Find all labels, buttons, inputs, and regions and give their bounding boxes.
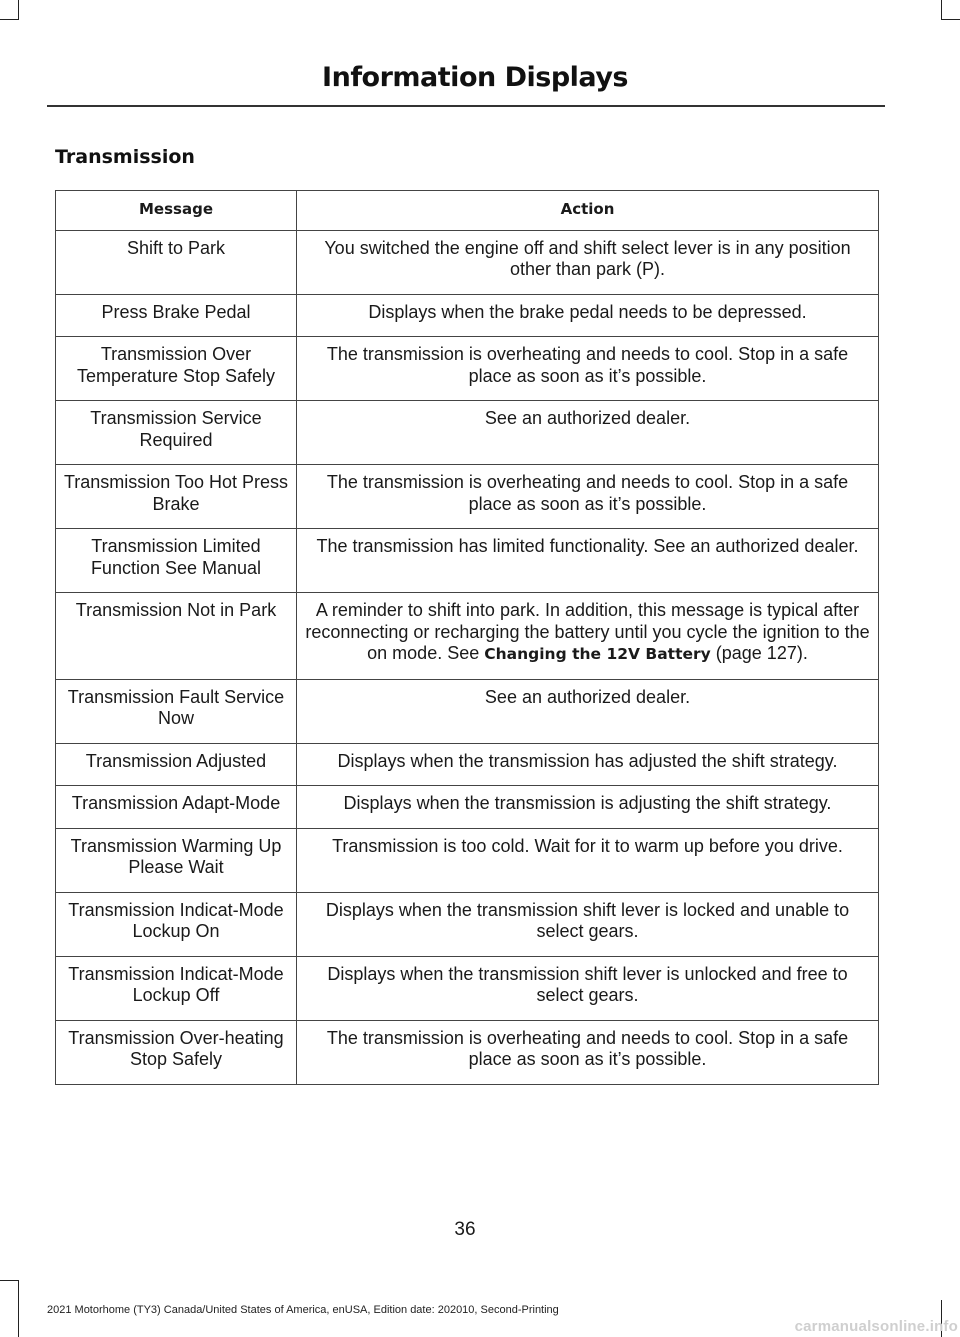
crop-mark-top-right-h	[941, 19, 960, 20]
message-cell: Transmission Adjusted	[56, 743, 297, 786]
action-cell: Displays when the transmission has adjusted the shift strategy.	[297, 743, 879, 786]
messages-table	[55, 190, 879, 1085]
header-rule	[47, 105, 885, 107]
crop-mark-bottom-left-h	[0, 1280, 19, 1281]
action-cell: Displays when the transmission is adjusting the shift strategy.	[297, 786, 879, 829]
action-cell: See an authorized dealer.	[297, 679, 879, 743]
message-cell: Transmission Over-heating Stop Safely	[56, 1020, 297, 1084]
table-row	[56, 956, 879, 1020]
table-row	[56, 230, 879, 294]
message-cell: Press Brake Pedal	[56, 294, 297, 337]
section-title: Transmission	[55, 146, 195, 168]
message-cell: Transmission Warming Up Please Wait	[56, 828, 297, 892]
action-cell: Displays when the transmission shift lever is locked and unable to select gears.	[297, 892, 879, 956]
action-cell: The transmission is overheating and needs to cool. Stop in a safe place as soon as it’s possible.	[297, 337, 879, 401]
crop-mark-top-left-h	[0, 19, 19, 20]
cross-reference-link[interactable]: Changing the 12V Battery	[484, 645, 711, 663]
watermark-text: carmanualsonline.info	[794, 1318, 958, 1335]
action-cell: Displays when the brake pedal needs to be depressed.	[297, 294, 879, 337]
action-cell: The transmission is overheating and needs to cool. Stop in a safe place as soon as it’s possible.	[297, 465, 879, 529]
action-cell: See an authorized dealer.	[297, 401, 879, 465]
table-row	[56, 465, 879, 529]
action-cell	[297, 593, 879, 680]
table-header-row	[56, 191, 879, 231]
message-cell: Transmission Indicat-Mode Lockup Off	[56, 956, 297, 1020]
message-cell: Shift to Park	[56, 230, 297, 294]
table-row	[56, 294, 879, 337]
page-number: 36	[454, 1219, 476, 1240]
message-cell: Transmission Fault Service Now	[56, 679, 297, 743]
message-cell: Transmission Too Hot Press Brake	[56, 465, 297, 529]
table-row	[56, 1020, 879, 1084]
table-row	[56, 401, 879, 465]
message-cell: Transmission Indicat-Mode Lockup On	[56, 892, 297, 956]
table-row	[56, 593, 879, 680]
message-cell: Transmission Not in Park	[56, 593, 297, 680]
action-cell: Displays when the transmission shift lever is unlocked and free to select gears.	[297, 956, 879, 1020]
table-row	[56, 529, 879, 593]
table-row	[56, 679, 879, 743]
table-row	[56, 786, 879, 829]
edition-footer: 2021 Motorhome (TY3) Canada/United States of America, enUSA, Edition date: 202010, Second-Printing	[47, 1304, 559, 1316]
page-reference: (page 127).	[710, 643, 808, 663]
table-row	[56, 892, 879, 956]
table-row	[56, 743, 879, 786]
message-cell: Transmission Adapt-Mode	[56, 786, 297, 829]
page-header-title: Information Displays	[322, 62, 628, 93]
action-cell: The transmission is overheating and needs to cool. Stop in a safe place as soon as it’s possible.	[297, 1020, 879, 1084]
action-text: A reminder to shift into park. In addition, this message is typical after reconnecting or recharging the battery until you cycle the ignition to the on mode. See	[305, 600, 870, 663]
action-cell: Transmission is too cold. Wait for it to warm up before you drive.	[297, 828, 879, 892]
table-row	[56, 337, 879, 401]
crop-mark-top-right-v	[941, 0, 942, 20]
table-row	[56, 828, 879, 892]
column-header-message: Message	[56, 191, 297, 231]
column-header-action: Action	[297, 191, 879, 231]
message-cell: Transmission Limited Function See Manual	[56, 529, 297, 593]
action-cell: You switched the engine off and shift select lever is in any position other than park (P).	[297, 230, 879, 294]
message-cell: Transmission Over Temperature Stop Safely	[56, 337, 297, 401]
action-cell: The transmission has limited functionality. See an authorized dealer.	[297, 529, 879, 593]
message-cell: Transmission Service Required	[56, 401, 297, 465]
crop-mark-bottom-left-v	[18, 1280, 19, 1337]
crop-mark-top-left-v	[18, 0, 19, 20]
